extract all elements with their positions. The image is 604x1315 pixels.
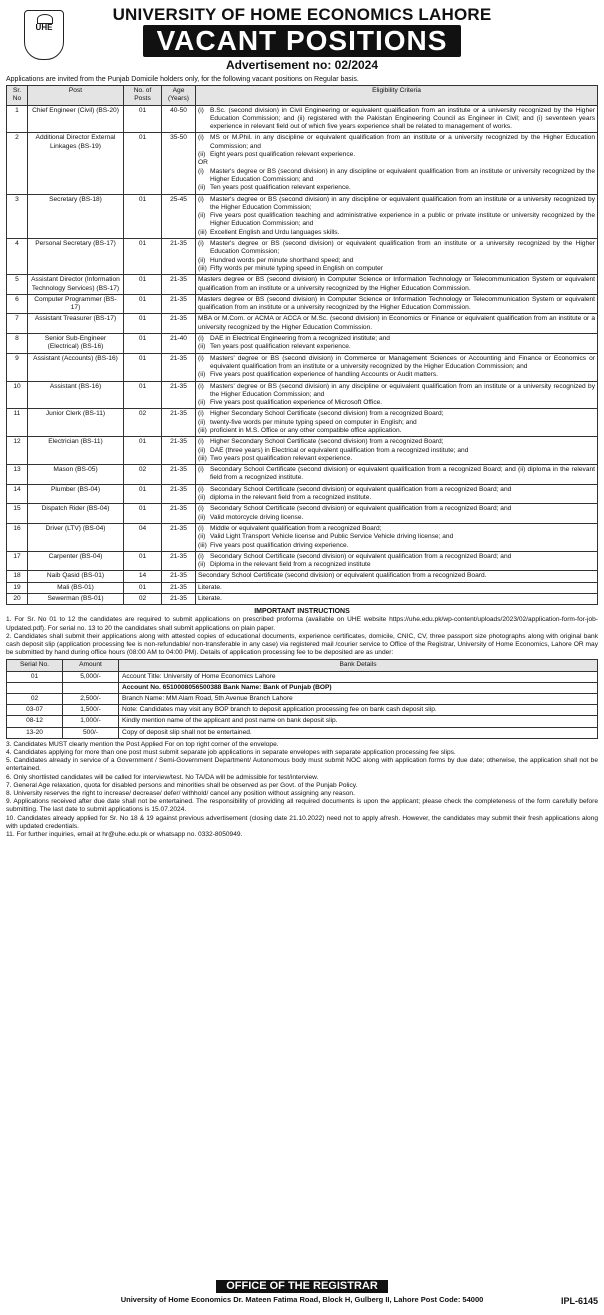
instructions-title: IMPORTANT INSTRUCTIONS: [254, 608, 350, 616]
instruction-item: 3. Candidates MUST clearly mention the Post Applied For on top right corner of the envelope.: [6, 740, 279, 748]
eligibility-criteria: [196, 504, 598, 524]
criteria-line: [198, 355, 595, 372]
bank-serial: 13-20: [7, 727, 63, 738]
bank-header-serial: Serial No.: [7, 660, 63, 671]
table-row: [7, 353, 598, 381]
header-age: Age (Years): [162, 86, 196, 106]
criteria-line: [198, 419, 595, 427]
number-of-posts: 02: [124, 465, 162, 485]
post-title: Mali (BS-01): [28, 582, 124, 593]
eligibility-criteria: [196, 409, 598, 437]
criteria-marker: (i): [198, 485, 204, 493]
age-range: 21-35: [162, 275, 196, 295]
table-row: [7, 465, 598, 485]
age-range: 21-35: [162, 239, 196, 275]
table-row: [7, 551, 598, 571]
bank-serial: 02: [7, 693, 63, 704]
header-sr-no: Sr. No: [7, 86, 28, 106]
serial-number: 6: [7, 294, 28, 314]
serial-number: 16: [7, 523, 28, 551]
eligibility-criteria: [196, 239, 598, 275]
serial-number: 15: [7, 504, 28, 524]
post-title: Plumber (BS-04): [28, 484, 124, 504]
instruction-item: 5. Candidates already in service of a Government / Semi-Government Department/ Autonomous body must submit NOC along with application forms by due date; otherwise, the application shall not be entertained.: [6, 757, 598, 773]
criteria-line: [198, 505, 595, 513]
criteria-marker: (ii): [198, 151, 206, 159]
criteria-line: [198, 315, 595, 332]
header-no-of-posts: No. of Posts: [124, 86, 162, 106]
criteria-line: [198, 427, 595, 435]
criteria-text: Master's degree or BS (second division) in any discipline or equivalent qualification from an institute or a university recognized by the Higher Education Commission;: [210, 195, 595, 211]
bank-serial: [7, 682, 63, 693]
criteria-marker: OR: [198, 159, 208, 167]
criteria-text: Hundred words per minute shorthand speed; and: [210, 256, 354, 264]
criteria-line: [198, 212, 595, 229]
criteria-text: Masters' degree or BS (second division) in any discipline or equivalent qualification from an institute or a university recognized by the Higher Education Commission; and: [210, 382, 595, 398]
header-post: Post: [28, 86, 124, 106]
footer: [6, 1280, 598, 1304]
age-range: 35-50: [162, 133, 196, 194]
criteria-text: B.Sc. (second division) in Civil Engineering or equivalent qualification from an institute or a university recognized by the Higher Education Commission; and (ii) registered with the Pakistan Engineering Council as Engineer in Civil; and (i) seventeen years experience in relevant field out of which five years experience shall be related to management of works.: [210, 106, 595, 131]
criteria-line: [198, 525, 595, 533]
criteria-line: [198, 107, 595, 132]
criteria-text: Valid motorcycle driving license.: [210, 513, 304, 521]
positions-body: [7, 105, 598, 605]
criteria-marker: (i): [198, 106, 204, 114]
number-of-posts: 01: [124, 353, 162, 381]
criteria-line: [198, 134, 595, 151]
table-row: [7, 275, 598, 295]
bank-body: [7, 671, 598, 738]
criteria-marker: (i): [198, 134, 204, 142]
post-title: Driver (LTV) (BS-04): [28, 523, 124, 551]
criteria-marker: (ii): [198, 343, 206, 351]
criteria-line: [198, 257, 595, 265]
criteria-text: Higher Secondary School Certificate (second division) from a recognized Board;: [210, 438, 444, 446]
criteria-line: [198, 335, 595, 343]
table-row: [7, 571, 598, 582]
criteria-text: Two years post qualification relevant experience.: [210, 454, 353, 462]
number-of-posts: 01: [124, 551, 162, 571]
bank-row: [7, 705, 598, 716]
criteria-line: [198, 572, 595, 580]
serial-number: 9: [7, 353, 28, 381]
post-title: Assistant Director (Information Technology Services) (BS-17): [28, 275, 124, 295]
criteria-line: [198, 265, 595, 273]
criteria-line: [198, 168, 595, 185]
age-range: 21-35: [162, 582, 196, 593]
age-range: 21-40: [162, 334, 196, 354]
instructions-before: [6, 616, 598, 657]
age-range: 21-35: [162, 523, 196, 551]
criteria-marker: (i): [198, 382, 204, 390]
criteria-marker: (ii): [198, 256, 206, 264]
criteria-marker: (ii): [198, 494, 206, 502]
number-of-posts: 01: [124, 194, 162, 238]
age-range: 21-35: [162, 594, 196, 605]
eligibility-criteria: [196, 105, 598, 133]
bank-amount: [63, 682, 119, 693]
eligibility-criteria: [196, 294, 598, 314]
criteria-line: [198, 184, 595, 192]
age-range: 21-35: [162, 409, 196, 437]
age-range: 21-35: [162, 294, 196, 314]
post-title: Computer Programmer (BS-17): [28, 294, 124, 314]
table-row: [7, 594, 598, 605]
bank-header-details: Bank Details: [119, 660, 598, 671]
criteria-line: [198, 466, 595, 483]
eligibility-criteria: [196, 334, 598, 354]
criteria-text: Secondary School Certificate (second division) or equivalent qualification from a recognized Board; and: [210, 505, 512, 513]
logo-text: UHE: [35, 23, 53, 32]
number-of-posts: 04: [124, 523, 162, 551]
criteria-text: Middle or equivalent qualification from a recognized Board;: [210, 524, 382, 532]
number-of-posts: 01: [124, 239, 162, 275]
bank-amount: 1,500/-: [63, 705, 119, 716]
bank-detail: Account Title: University of Home Economics Lahore: [119, 671, 598, 682]
post-title: Mason (BS-05): [28, 465, 124, 485]
age-range: 21-35: [162, 551, 196, 571]
eligibility-criteria: [196, 275, 598, 295]
table-row: [7, 294, 598, 314]
post-title: Dispatch Rider (BS-04): [28, 504, 124, 524]
table-row: [7, 504, 598, 524]
number-of-posts: 01: [124, 582, 162, 593]
age-range: 21-35: [162, 381, 196, 409]
criteria-marker: (ii): [198, 212, 206, 220]
post-title: Chief Engineer (Civil) (BS-20): [28, 105, 124, 133]
table-row: [7, 523, 598, 551]
table-row: [7, 239, 598, 275]
criteria-marker: (ii): [198, 399, 206, 407]
criteria-marker: (ii): [198, 561, 206, 569]
positions-table: [6, 85, 598, 605]
serial-number: 17: [7, 551, 28, 571]
table-row: [7, 194, 598, 238]
instruction-item: 6. Only shortlisted candidates will be called for interview/test. No TA/DA will be admissible for test/interview.: [6, 773, 319, 781]
number-of-posts: 01: [124, 334, 162, 354]
criteria-marker: (ii): [198, 513, 206, 521]
number-of-posts: 02: [124, 594, 162, 605]
criteria-text: Masters degree or BS (second division) in Computer Science or Information Technology or Telecommunication System or equivalent qualification from an institute or a university recognized by the Higher Education Commission.: [198, 276, 595, 292]
criteria-text: Secondary School Certificate (second division) or equivalent qualification from a recognized Board; and (ii) diploma in the relevant field from a recognized institute.: [210, 466, 595, 482]
bank-row: [7, 716, 598, 727]
number-of-posts: 01: [124, 381, 162, 409]
criteria-text: MS or M.Phil. in any discipline or equivalent qualification from an institute or a university recognized by the Higher Education Commission; and: [210, 134, 595, 150]
criteria-text: Secondary School Certificate (second division) or equivalent qualification from a recognized Board; and: [210, 485, 512, 493]
serial-number: 14: [7, 484, 28, 504]
serial-number: 10: [7, 381, 28, 409]
eligibility-criteria: [196, 194, 598, 238]
serial-number: 2: [7, 133, 28, 194]
advertisement-number: Advertisement no: 02/2024: [225, 58, 379, 72]
criteria-line: [198, 159, 595, 167]
number-of-posts: 14: [124, 571, 162, 582]
bank-details-table: [6, 659, 598, 738]
criteria-text: Valid Light Transport Vehicle license and Public Service Vehicle driving license; and: [210, 533, 454, 541]
serial-number: 13: [7, 465, 28, 485]
serial-number: 11: [7, 409, 28, 437]
criteria-line: [198, 296, 595, 313]
criteria-marker: (iii): [198, 541, 207, 549]
criteria-text: Fifty words per minute typing speed in English on computer: [210, 264, 383, 272]
eligibility-criteria: [196, 594, 598, 605]
instruction-item: 8. University reserves the right to increase/ decrease/ defer/ withhold/ cancel any position without assigning any reason.: [6, 789, 355, 797]
bank-row: [7, 727, 598, 738]
table-row: [7, 334, 598, 354]
post-title: Secretary (BS-18): [28, 194, 124, 238]
criteria-line: [198, 561, 595, 569]
number-of-posts: 01: [124, 437, 162, 465]
post-title: Senior Sub-Engineer (Electrical) (BS-16): [28, 334, 124, 354]
bank-detail: Note: Candidates may visit any BOP branch to deposit application processing fee on bank cash deposit slip.: [119, 705, 598, 716]
criteria-text: Secondary School Certificate (second division) or equivalent qualification from a recognized Board.: [198, 572, 487, 580]
eligibility-criteria: [196, 314, 598, 334]
criteria-text: Diploma in the relevant field from a recognized institute: [210, 561, 371, 569]
eligibility-criteria: [196, 571, 598, 582]
eligibility-criteria: [196, 465, 598, 485]
criteria-text: Eight years post qualification relevant experience.: [210, 151, 356, 159]
criteria-marker: (iii): [198, 264, 207, 272]
criteria-text: Secondary School Certificate (second division) or equivalent qualification from a recognized Board; and: [210, 552, 512, 560]
bank-row: [7, 682, 598, 693]
criteria-text: Masters degree or BS (second division) in Computer Science or Information Technology or Telecommunication System or equivalent qualification from an institute or a university recognized by the Higher Education Commission.: [198, 295, 595, 312]
registrar-address: University of Home Economics Dr. Mateen Fatima Road, Block H, Gulberg II, Lahore Post Code: 54000: [120, 1295, 484, 1304]
university-logo: [24, 10, 64, 60]
criteria-line: [198, 276, 595, 293]
serial-number: 18: [7, 571, 28, 582]
eligibility-criteria: [196, 133, 598, 194]
criteria-text: DAE in Electrical Engineering from a recognized institute; and: [210, 335, 390, 343]
criteria-text: Ten years post qualification relevant experience.: [210, 184, 351, 192]
number-of-posts: 01: [124, 504, 162, 524]
post-title: Electrician (BS-11): [28, 437, 124, 465]
criteria-line: [198, 447, 595, 455]
criteria-marker: (i): [198, 354, 204, 362]
bank-detail: Kindly mention name of the applicant and post name on bank deposit slip.: [119, 716, 598, 727]
age-range: 21-35: [162, 504, 196, 524]
instruction-item: 1. For Sr. No 01 to 12 the candidates are required to submit applications on prescribed proforma (available on UHE website https://uhe.edu.pk/wp-content/uploads/2023/02/application-form-for-job-Updated.pdf). For serial no. 13 to 20 the candidates shall submit applications on plain paper.: [6, 616, 598, 632]
table-row: [7, 409, 598, 437]
criteria-line: [198, 240, 595, 257]
post-title: Personal Secretary (BS-17): [28, 239, 124, 275]
criteria-line: [198, 514, 595, 522]
bank-amount: 1,000/-: [63, 716, 119, 727]
eligibility-criteria: [196, 353, 598, 381]
post-title: Assistant Treasurer (BS-17): [28, 314, 124, 334]
criteria-text: Five years post qualification experience of Microsoft Office.: [210, 399, 383, 407]
criteria-text: Literate.: [198, 595, 222, 603]
vacant-positions-banner: VACANT POSITIONS: [143, 25, 462, 57]
criteria-text: Five years post qualification driving experience.: [210, 541, 349, 549]
table-row: [7, 437, 598, 465]
age-range: 21-35: [162, 353, 196, 381]
office-of-registrar: OFFICE OF THE REGISTRAR: [216, 1280, 388, 1293]
number-of-posts: 01: [124, 105, 162, 133]
eligibility-criteria: [196, 437, 598, 465]
criteria-line: [198, 196, 595, 213]
criteria-text: [210, 159, 595, 167]
criteria-marker: (i): [198, 438, 204, 446]
criteria-text: Five years post qualification teaching and administrative experience in a public or private institute or university recognized by the Higher Education Commission; and: [210, 212, 595, 228]
criteria-text: Excellent English and Urdu languages skills.: [210, 228, 340, 236]
criteria-marker: (ii): [198, 184, 206, 192]
criteria-text: Ten years post qualification relevant experience.: [210, 343, 351, 351]
instruction-item: 11. For further inquiries, email at hr@uhe.edu.pk or whatsapp no. 0332-8050949.: [6, 831, 243, 838]
criteria-text: Master's degree or BS (second division) in any discipline or equivalent qualification from an institute or university recognized by the Higher Education Commission; and: [210, 167, 595, 183]
criteria-line: [198, 455, 595, 463]
criteria-marker: (iii): [198, 228, 207, 236]
criteria-marker: (i): [198, 195, 204, 203]
bank-detail: Branch Name: MM Alam Road, 5th Avenue Branch Lahore: [119, 693, 598, 704]
criteria-marker: (iii): [198, 426, 207, 434]
post-title: Sewerman (BS-01): [28, 594, 124, 605]
bank-serial: 08-12: [7, 716, 63, 727]
age-range: 21-35: [162, 437, 196, 465]
age-range: 25-45: [162, 194, 196, 238]
criteria-text: Master's degree or BS (second division) or equivalent qualification from an institute or a university recognized by the Higher Education Commission;: [210, 240, 595, 256]
criteria-marker: (i): [198, 240, 204, 248]
criteria-marker: (i): [198, 466, 204, 474]
serial-number: 20: [7, 594, 28, 605]
bank-amount: 2,500/-: [63, 693, 119, 704]
table-row: [7, 381, 598, 409]
header-eligibility: Eligibility Criteria: [196, 86, 598, 106]
serial-number: 12: [7, 437, 28, 465]
age-range: 21-35: [162, 314, 196, 334]
criteria-marker: (i): [198, 552, 204, 560]
instruction-item: 10. Candidates already applied for Sr. No 18 & 19 against previous advertisement (closing date 21.10.2022) need not to apply afresh. However, the candidates may submit their fresh applications along with updated credentials.: [6, 814, 598, 830]
criteria-marker: (iii): [198, 454, 207, 462]
number-of-posts: 01: [124, 294, 162, 314]
bank-detail: Account No. 6510008056500388 Bank Name: Bank of Punjab (BOP): [119, 682, 598, 693]
criteria-line: [198, 542, 595, 550]
criteria-marker: (i): [198, 410, 204, 418]
criteria-line: [198, 383, 595, 400]
number-of-posts: 01: [124, 484, 162, 504]
age-range: 21-35: [162, 571, 196, 582]
criteria-line: [198, 438, 595, 446]
serial-number: 1: [7, 105, 28, 133]
criteria-text: diploma in the relevant field from a recognized institute.: [210, 494, 372, 502]
criteria-marker: (i): [198, 167, 204, 175]
age-range: 40-50: [162, 105, 196, 133]
criteria-line: [198, 533, 595, 541]
post-title: Naib Qasid (BS-01): [28, 571, 124, 582]
criteria-marker: (ii): [198, 446, 206, 454]
number-of-posts: 01: [124, 314, 162, 334]
bank-row: [7, 693, 598, 704]
criteria-line: [198, 371, 595, 379]
criteria-marker: (ii): [198, 371, 206, 379]
header: [6, 4, 598, 74]
criteria-text: Higher Secondary School Certificate (second division) from a recognized Board;: [210, 410, 444, 418]
bank-serial: 03-07: [7, 705, 63, 716]
instruction-item: 7. General Age relaxation, quota for disabled persons and minorities shall be observed as per Govt. of the Punjab Policy.: [6, 781, 358, 789]
eligibility-criteria: [196, 484, 598, 504]
serial-number: 7: [7, 314, 28, 334]
bank-amount: 500/-: [63, 727, 119, 738]
criteria-line: [198, 584, 595, 592]
bank-serial: 01: [7, 671, 63, 682]
eligibility-criteria: [196, 381, 598, 409]
eligibility-criteria: [196, 582, 598, 593]
criteria-line: [198, 595, 595, 603]
serial-number: 3: [7, 194, 28, 238]
criteria-marker: (i): [198, 505, 204, 513]
instructions-after: [6, 741, 598, 839]
number-of-posts: 01: [124, 133, 162, 194]
bank-row: [7, 671, 598, 682]
ipl-reference: IPL-6145: [560, 1296, 598, 1306]
serial-number: 5: [7, 275, 28, 295]
post-title: Assistant (BS-16): [28, 381, 124, 409]
eligibility-criteria: [196, 523, 598, 551]
post-title: Additional Director External Linkages (BS-19): [28, 133, 124, 194]
criteria-line: [198, 229, 595, 237]
instruction-item: 2. Candidates shall submit their applications along with attested copies of educational documents, experience certificates, domicile, CNIC, CV, three passport size photographs along with original bank cash deposit slip (application processing fee is non-refundable/ non-transferable in any case) via registered mail /courier service to Office of the Registrar, University of Home Economics, Lahore OR may be submitted by hand during office hours (08:00 AM to 04:00 PM). Details of application processing fee to be deposited are as under:: [6, 632, 598, 657]
serial-number: 19: [7, 582, 28, 593]
serial-number: 4: [7, 239, 28, 275]
criteria-line: [198, 494, 595, 502]
bank-header-amount: Amount: [63, 660, 119, 671]
criteria-text: DAE (three years) in Electrical or equivalent qualification from a recognized institute; and: [210, 446, 469, 454]
age-range: 21-35: [162, 484, 196, 504]
table-row: [7, 484, 598, 504]
number-of-posts: 01: [124, 275, 162, 295]
post-title: Carpenter (BS-04): [28, 551, 124, 571]
criteria-text: MBA or M.Com. or ACMA or ACCA or M.Sc. (second division) in Economics or Finance or equivalent qualification from an institute or a university recognized by the Higher Education Commission.: [198, 315, 595, 331]
criteria-marker: (i): [198, 335, 204, 343]
criteria-text: Five years post qualification experience of handling Accounts or Audit matters.: [210, 371, 438, 379]
serial-number: 8: [7, 334, 28, 354]
table-row: [7, 314, 598, 334]
criteria-marker: (ii): [198, 418, 206, 426]
criteria-text: Literate.: [198, 583, 222, 591]
bank-detail: Copy of deposit slip shall not be entertained.: [119, 727, 598, 738]
criteria-line: [198, 399, 595, 407]
age-range: 21-35: [162, 465, 196, 485]
table-row: [7, 582, 598, 593]
intro-text: Applications are invited from the Punjab Domicile holders only, for the following vacant positions on Regular basis.: [6, 76, 359, 83]
number-of-posts: 02: [124, 409, 162, 437]
criteria-marker: (ii): [198, 533, 206, 541]
table-row: [7, 133, 598, 194]
criteria-text: twenty-five words per minute typing speed on computer in English; and: [210, 418, 417, 426]
criteria-line: [198, 151, 595, 159]
criteria-line: [198, 553, 595, 561]
eligibility-criteria: [196, 551, 598, 571]
instruction-item: 4. Candidates applying for more than one post must submit separate job applications in separate envelopes with separate application processing fee slips.: [6, 748, 456, 756]
bank-amount: 5,000/-: [63, 671, 119, 682]
criteria-line: [198, 343, 595, 351]
criteria-text: proficient in M.S. Office or any other compatible office application.: [210, 426, 402, 434]
criteria-marker: (i): [198, 524, 204, 532]
criteria-line: [198, 410, 595, 418]
post-title: Junior Clerk (BS-11): [28, 409, 124, 437]
instruction-item: 9. Applications received after due date shall not be entertained. The responsibility of providing all required documents is upon the applicant; please check the completeness of the form carefully before submitting. The last date to submit applications is 15.07.2024.: [6, 798, 598, 814]
crest-icon: [37, 14, 53, 24]
criteria-line: [198, 486, 595, 494]
post-title: Assistant (Accounts) (BS-16): [28, 353, 124, 381]
university-name: UNIVERSITY OF HOME ECONOMICS LAHORE: [112, 5, 492, 24]
criteria-text: Masters' degree or BS (second division) in Commerce or Management Sciences or Accounting and Finance or Economics or equivalent qualification from an institute or a university recognized by the Higher Education Commission; and: [210, 354, 595, 370]
table-row: [7, 105, 598, 133]
